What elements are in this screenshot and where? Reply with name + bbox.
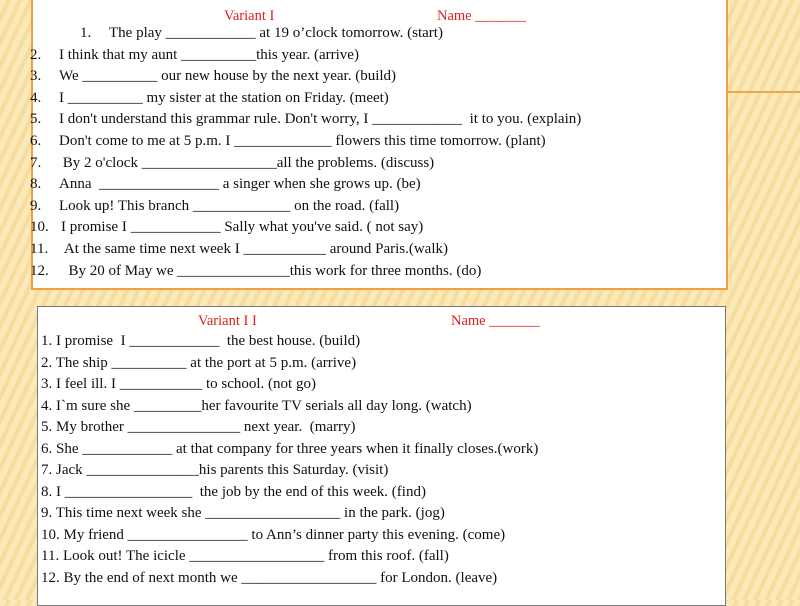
exercise-item: Look up! This branch _____________ on the road. (fall)	[59, 197, 400, 214]
item-number: 3.	[30, 68, 42, 85]
exercise-item: The play ____________ at 19 o’clock tomorrow. (start)	[109, 25, 443, 41]
exercise-item: 4. I`m sure she _________her favourite TV serials all day long. (watch)	[41, 397, 472, 414]
variant-2-title: Variant I I	[198, 313, 257, 329]
exercise-item: 10. My friend ________________ to Ann’s dinner party this evening. (come)	[41, 526, 506, 543]
item-number: 4.	[30, 89, 42, 106]
exercise-item: Anna ________________ a singer when she grows up. (be)	[59, 176, 421, 193]
item-number: 5.	[30, 111, 42, 128]
item-number: 11.	[30, 241, 49, 257]
exercise-item: I don't understand this grammar rule. Don't worry, I ____________ it to you. (explain)	[59, 111, 582, 128]
exercise-item: I think that my aunt __________this year. (arrive)	[59, 46, 359, 63]
exercise-item: I promise I ____________ Sally what you've said. ( not say)	[61, 219, 424, 236]
exercise-item: I __________ my sister at the station on Friday. (meet)	[59, 89, 389, 106]
decorative-line	[727, 91, 800, 93]
variant-2-box	[37, 306, 726, 606]
item-number: 10.	[30, 219, 49, 236]
exercise-item: 9. This time next week she __________________ in the park. (jog)	[41, 505, 445, 521]
exercise-item: Don't come to me at 5 p.m. I _____________ flowers this time tomorrow. (plant)	[59, 133, 546, 149]
item-number: 7.	[30, 154, 42, 171]
exercise-item: At the same time next week I ___________ around Paris.(walk)	[61, 241, 448, 257]
exercise-item: 6. She ____________ at that company for three years when it finally closes.(work)	[41, 440, 539, 457]
exercise-item: 11. Look out! The icicle __________________ from this roof. (fall)	[41, 548, 449, 564]
exercise-item: We __________ our new house by the next year. (build)	[59, 68, 397, 85]
exercise-item: By 20 of May we _______________this work for three months. (do)	[61, 262, 482, 279]
exercise-item: 8. I _________________ the job by the end of this week. (find)	[41, 483, 426, 500]
item-number: 8.	[30, 176, 42, 193]
exercise-item: 3. I feel ill. I ___________ to school. (not go)	[41, 376, 316, 392]
item-number: 6.	[30, 133, 42, 149]
item-number: 12.	[30, 262, 49, 279]
exercise-item: 5. My brother _______________ next year. (marry)	[41, 419, 356, 435]
item-number: 1.	[80, 25, 92, 41]
exercise-item: By 2 o'clock __________________all the problems. (discuss)	[59, 154, 435, 171]
item-number: 9.	[30, 197, 42, 214]
variant-2-name-label: Name _______	[451, 313, 540, 329]
exercise-item: 2. The ship __________ at the port at 5 p.m. (arrive)	[41, 354, 357, 371]
variant-1-name-label: Name _______	[437, 8, 526, 24]
variant-1-title: Variant I	[224, 8, 275, 24]
exercise-item: 12. By the end of next month we __________________ for London. (leave)	[41, 569, 498, 586]
item-number: 2.	[30, 46, 42, 63]
exercise-item: 7. Jack _______________his parents this Saturday. (visit)	[41, 462, 389, 478]
exercise-item: 1. I promise I ____________ the best house. (build)	[41, 333, 361, 349]
variant-1-box	[31, 0, 728, 290]
